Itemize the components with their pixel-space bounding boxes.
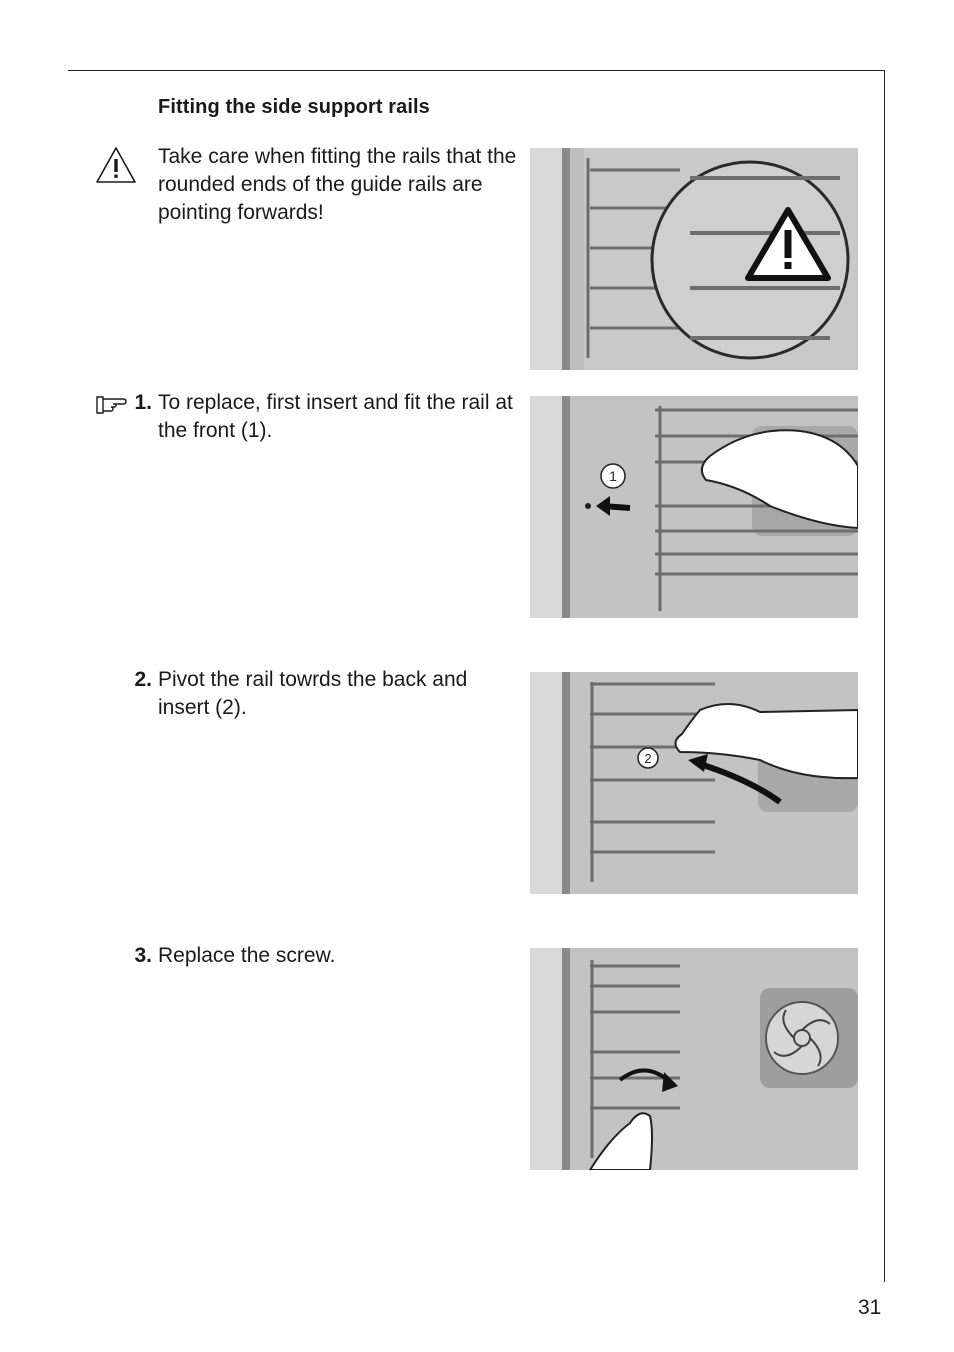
pointing-hand-icon — [95, 393, 127, 415]
section-heading: Fitting the side support rails — [158, 96, 430, 118]
step-3-number: 3. — [134, 944, 152, 967]
right-margin-rule — [884, 70, 885, 1282]
step-3-text: Replace the screw. — [158, 944, 336, 967]
warning-triangle-icon — [95, 146, 137, 184]
warning-text: Take care when fitting the rails that the rounded ends of the guide rails are pointing forwards! — [158, 145, 517, 224]
figure-step-1 — [530, 396, 858, 618]
step-2-number: 2. — [134, 668, 152, 691]
step-1-number: 1. — [134, 391, 152, 414]
figure-rail-orientation — [530, 148, 858, 370]
figure-step-3 — [530, 948, 858, 1170]
step-2-text: Pivot the rail towrds the back and insert (2). — [158, 668, 468, 719]
page-number: 31 — [858, 1296, 882, 1319]
step-1-text: To replace, first insert and fit the rail at the front (1). — [158, 391, 513, 442]
top-rule — [68, 70, 885, 71]
callout-2: 2 — [644, 751, 652, 766]
callout-1: 1 — [609, 468, 617, 484]
figure-step-2 — [530, 672, 858, 894]
